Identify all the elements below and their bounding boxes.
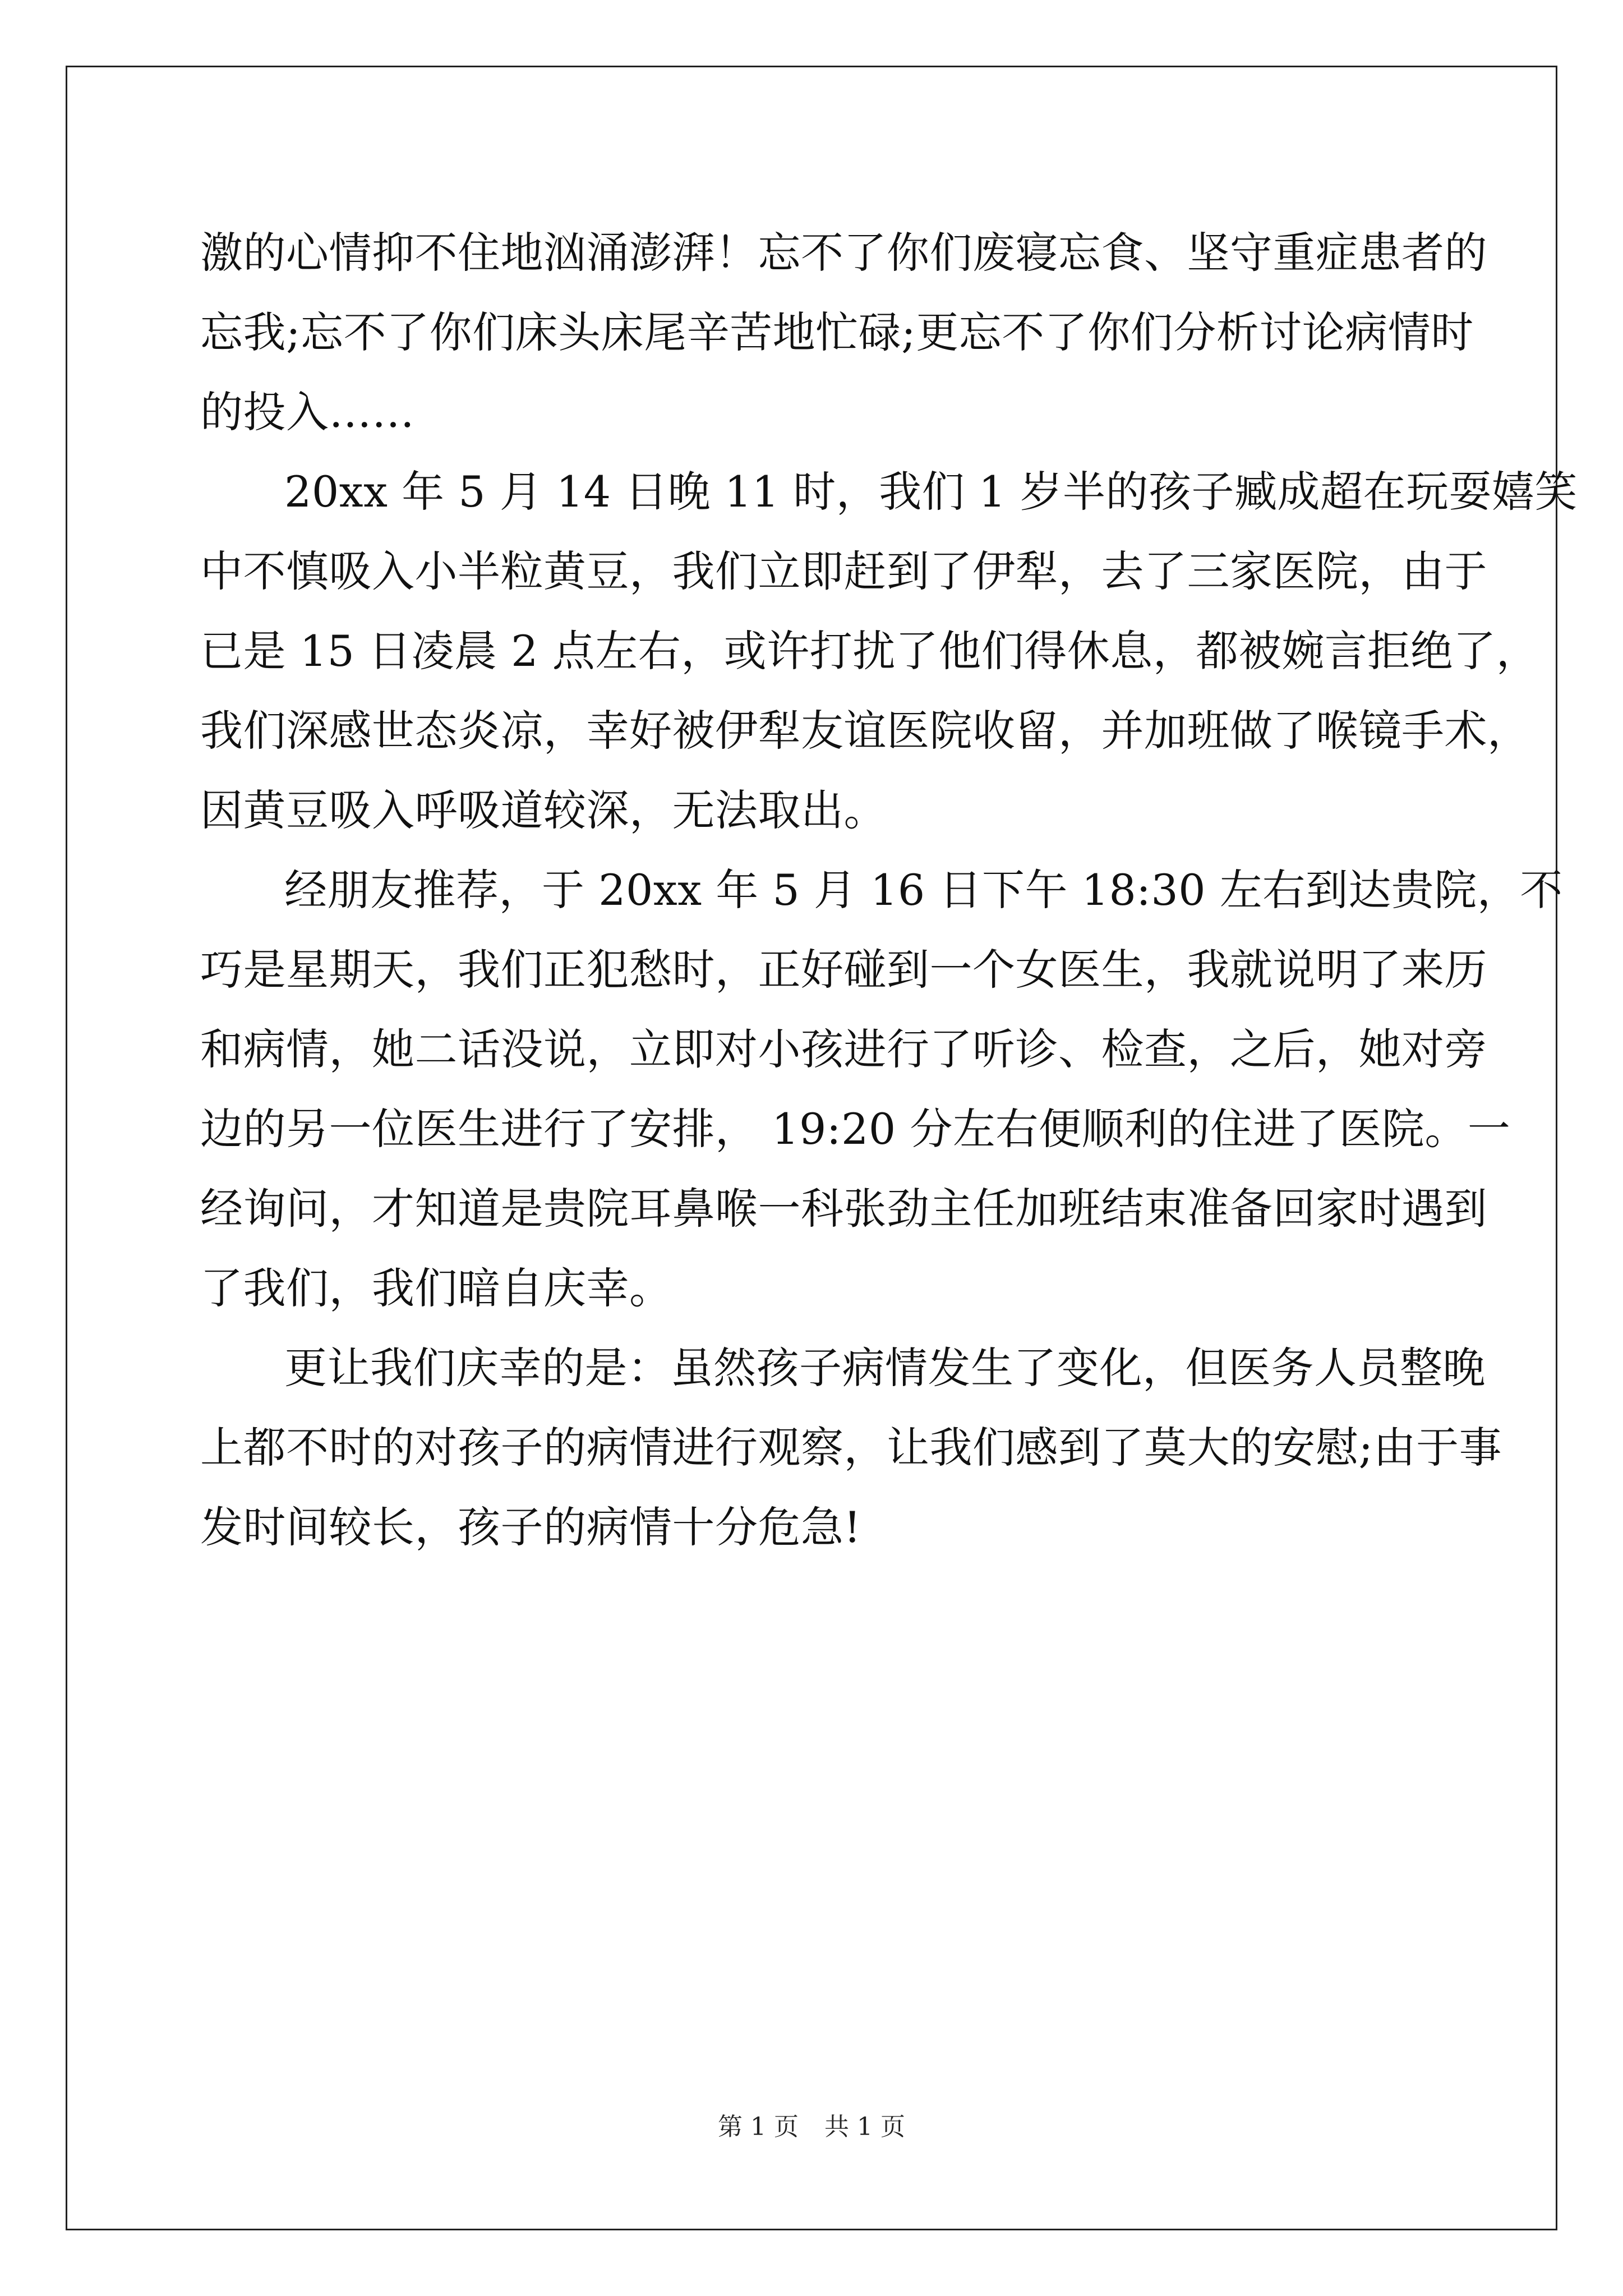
page-footer: [0, 2110, 1623, 2144]
paragraph: [200, 850, 1563, 1328]
text-line: 的投入……: [200, 387, 415, 437]
text-line: 发时间较长，孩子的病情十分危急!: [200, 1502, 861, 1552]
text-line: 边的另一位医生进行了安排， 19:20 分左右便顺利的住进了医院。一: [200, 1104, 1511, 1154]
paragraph: [200, 213, 1487, 452]
page-number-current: 第 1 页: [718, 2113, 799, 2141]
text-line: 激的心情抑不住地汹涌澎湃！忘不了你们废寝忘食、坚守重症患者的: [200, 228, 1487, 278]
text-line: 了我们，我们暗自庆幸。: [200, 1263, 672, 1313]
text-line: 经朋友推荐，于 20xx 年 5 月 16 日下午 18:30 左右到达贵院，不: [284, 865, 1563, 915]
text-line: 和病情，她二话没说，立即对小孩进行了听诊、检查，之后，她对旁: [200, 1024, 1487, 1074]
text-line: 巧是星期天，我们正犯愁时，正好碰到一个女医生，我就说明了来历: [200, 945, 1487, 995]
document-body: [200, 213, 1578, 1567]
page-number-total: 共 1 页: [824, 2113, 905, 2141]
paragraph: [200, 1328, 1502, 1567]
text-line: 中不慎吸入小半粒黄豆，我们立即赶到了伊犁，去了三家医院，由于: [200, 546, 1487, 596]
text-line: 因黄豆吸入呼吸道较深，无法取出。: [200, 785, 887, 835]
text-line: 经询问，才知道是贵院耳鼻喉一科张劲主任加班结束准备回家时遇到: [200, 1184, 1487, 1234]
text-line: 20xx 年 5 月 14 日晚 11 时，我们 1 岁半的孩子臧成超在玩耍嬉笑: [284, 467, 1578, 517]
text-line: 更让我们庆幸的是：虽然孩子病情发生了变化，但医务人员整晚: [284, 1343, 1486, 1393]
text-line: 我们深感世态炎凉，幸好被伊犁友谊医院收留，并加班做了喉镜手术，: [200, 706, 1530, 756]
paragraph: [200, 452, 1578, 850]
text-line: 已是 15 日凌晨 2 点左右，或许打扰了他们得休息，都被婉言拒绝了，: [200, 626, 1539, 676]
text-line: 忘我;忘不了你们床头床尾辛苦地忙碌;更忘不了你们分析讨论病情时: [200, 307, 1474, 357]
text-line: 上都不时的对孩子的病情进行观察，让我们感到了莫大的安慰;由于事: [200, 1423, 1502, 1473]
